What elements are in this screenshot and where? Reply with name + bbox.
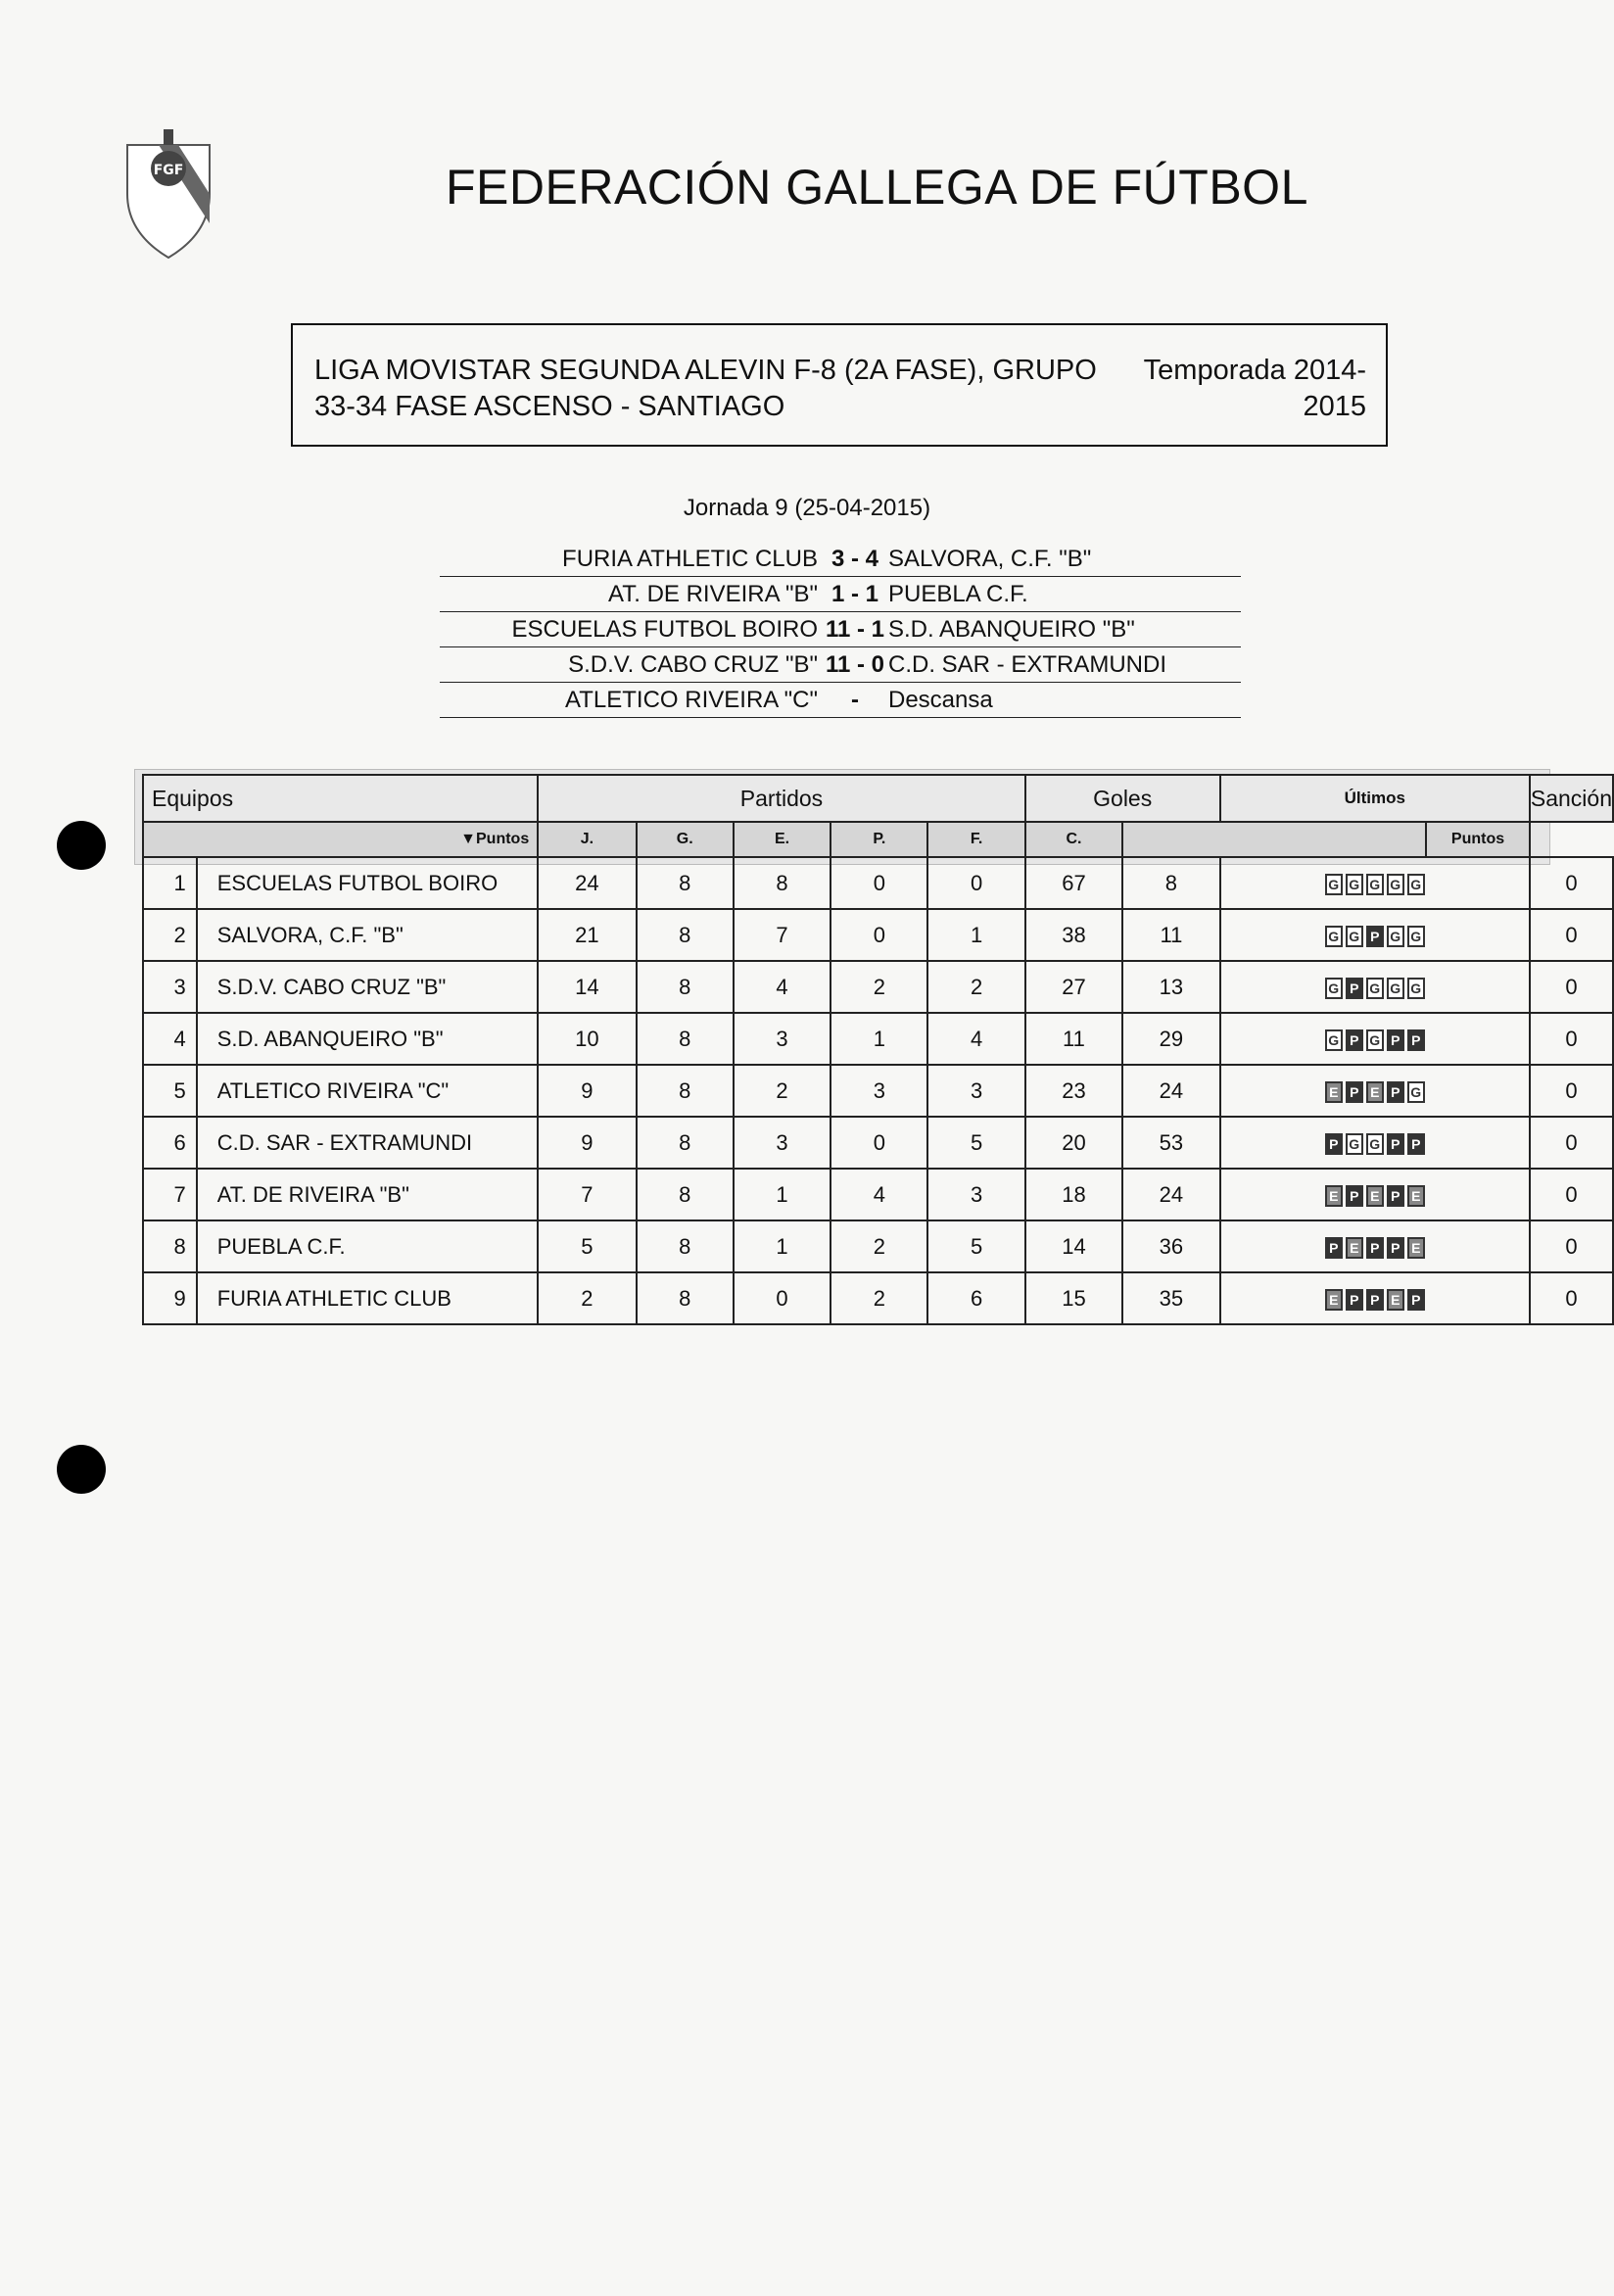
match-score: 11 - 0 (825, 651, 885, 678)
sanction-points-cell: 0 (1530, 1013, 1613, 1065)
recent-form (1325, 978, 1425, 999)
team-name-cell: ESCUELAS FUTBOL BOIRO (197, 857, 538, 909)
table-row (143, 1169, 1613, 1220)
drawn-cell: 2 (831, 1272, 927, 1324)
match-score: - (851, 687, 859, 713)
won-cell: 8 (734, 857, 831, 909)
team-name-cell: AT. DE RIVEIRA "B" (197, 1169, 538, 1220)
team-name-cell: S.D.V. CABO CRUZ "B" (197, 961, 538, 1013)
form-result-badge: P (1387, 1081, 1404, 1103)
form-result-badge: E (1366, 1185, 1384, 1207)
header-j: J. (538, 822, 636, 857)
league-name (314, 353, 1147, 425)
won-cell: 4 (734, 961, 831, 1013)
played-cell: 8 (637, 857, 734, 909)
form-result-badge: G (1407, 874, 1425, 895)
position-cell: 8 (143, 1220, 197, 1272)
form-result-badge: P (1366, 1237, 1384, 1259)
played-cell: 8 (637, 961, 734, 1013)
form-result-badge: E (1325, 1289, 1343, 1311)
match-score: 1 - 1 (831, 581, 879, 607)
drawn-cell: 2 (831, 1220, 927, 1272)
played-cell: 8 (637, 1117, 734, 1169)
position-cell: 5 (143, 1065, 197, 1117)
table-row (143, 1272, 1613, 1324)
lost-cell: 5 (927, 1220, 1024, 1272)
form-result-badge: E (1325, 1185, 1343, 1207)
table-row (143, 1220, 1613, 1272)
team-name-cell: ATLETICO RIVEIRA "C" (197, 1065, 538, 1117)
header-e: E. (734, 822, 831, 857)
drawn-cell: 2 (831, 961, 927, 1013)
goals-for-cell: 27 (1025, 961, 1122, 1013)
played-cell: 8 (637, 1013, 734, 1065)
lost-cell: 4 (927, 1013, 1024, 1065)
position-cell: 3 (143, 961, 197, 1013)
position-cell: 1 (143, 857, 197, 909)
position-cell: 7 (143, 1169, 197, 1220)
goals-against-cell: 11 (1122, 909, 1219, 961)
position-cell: 6 (143, 1117, 197, 1169)
points-cell: 24 (538, 857, 636, 909)
recent-form-cell (1220, 909, 1530, 961)
form-result-badge: E (1407, 1237, 1425, 1259)
team-name-cell: C.D. SAR - EXTRAMUNDI (197, 1117, 538, 1169)
form-result-badge: P (1346, 1081, 1363, 1103)
form-result-badge: G (1387, 874, 1404, 895)
header-f: F. (927, 822, 1024, 857)
points-cell: 14 (538, 961, 636, 1013)
home-team: FURIA ATHLETIC CLUB (562, 546, 818, 572)
form-result-badge: P (1387, 1185, 1404, 1207)
header-equipos: Equipos (143, 775, 538, 822)
form-result-badge: P (1387, 1133, 1404, 1155)
home-team: ESCUELAS FUTBOL BOIRO (511, 616, 818, 643)
lost-cell: 3 (927, 1169, 1024, 1220)
form-result-badge: P (1366, 926, 1384, 947)
drawn-cell: 0 (831, 1117, 927, 1169)
form-result-badge: P (1407, 1029, 1425, 1051)
points-cell: 9 (538, 1065, 636, 1117)
drawn-cell: 1 (831, 1013, 927, 1065)
team-name-cell: FURIA ATHLETIC CLUB (197, 1272, 538, 1324)
sanction-points-cell: 0 (1530, 1272, 1613, 1324)
league-name-line2: 33-34 FASE ASCENSO - SANTIAGO (314, 391, 785, 422)
league-name-line1: LIGA MOVISTAR SEGUNDA ALEVIN F-8 (2A FASE), GRUPO (314, 355, 1097, 386)
recent-form (1325, 926, 1425, 947)
header-ultimos: Últimos (1220, 775, 1530, 822)
goals-against-cell: 53 (1122, 1117, 1219, 1169)
recent-form (1325, 1289, 1425, 1311)
form-result-badge: P (1325, 1133, 1343, 1155)
points-cell: 7 (538, 1169, 636, 1220)
form-result-badge: G (1325, 926, 1343, 947)
position-cell: 9 (143, 1272, 197, 1324)
form-result-badge: E (1407, 1185, 1425, 1207)
form-result-badge: P (1346, 1289, 1363, 1311)
federation-logo-icon (119, 125, 217, 263)
goals-against-cell: 36 (1122, 1220, 1219, 1272)
won-cell: 0 (734, 1272, 831, 1324)
sanction-points-cell: 0 (1530, 961, 1613, 1013)
form-result-badge: G (1407, 1081, 1425, 1103)
form-result-badge: G (1407, 978, 1425, 999)
header-g: G. (637, 822, 734, 857)
away-team: Descansa (888, 687, 993, 713)
lost-cell: 5 (927, 1117, 1024, 1169)
form-result-badge: G (1366, 978, 1384, 999)
match-score: 3 - 4 (831, 546, 879, 572)
header-sancion: Sanción (1530, 775, 1613, 822)
table-row (143, 961, 1613, 1013)
header-sancion-puntos: Puntos (1426, 822, 1530, 857)
won-cell: 3 (734, 1013, 831, 1065)
recent-form-cell (1220, 857, 1530, 909)
recent-form-cell (1220, 1169, 1530, 1220)
played-cell: 8 (637, 1220, 734, 1272)
away-team: C.D. SAR - EXTRAMUNDI (888, 651, 1167, 678)
match-results-list (440, 542, 1241, 718)
goals-for-cell: 20 (1025, 1117, 1122, 1169)
match-row (440, 647, 1241, 683)
header-puntos-sort[interactable]: ▼Puntos (143, 822, 538, 857)
form-result-badge: P (1387, 1237, 1404, 1259)
recent-form-cell (1220, 1065, 1530, 1117)
header-ultimos-blank (1122, 822, 1426, 857)
lost-cell: 3 (927, 1065, 1024, 1117)
form-result-badge: E (1346, 1237, 1363, 1259)
recent-form (1325, 1185, 1425, 1207)
points-cell: 2 (538, 1272, 636, 1324)
form-result-badge: P (1407, 1289, 1425, 1311)
goals-against-cell: 35 (1122, 1272, 1219, 1324)
won-cell: 3 (734, 1117, 831, 1169)
recent-form-cell (1220, 1117, 1530, 1169)
won-cell: 2 (734, 1065, 831, 1117)
sanction-points-cell: 0 (1530, 909, 1613, 961)
recent-form-cell (1220, 961, 1530, 1013)
goals-for-cell: 38 (1025, 909, 1122, 961)
form-result-badge: P (1346, 1185, 1363, 1207)
won-cell: 1 (734, 1220, 831, 1272)
drawn-cell: 0 (831, 909, 927, 961)
team-name-cell: SALVORA, C.F. "B" (197, 909, 538, 961)
season-line1: Temporada 2014- (1143, 355, 1366, 386)
form-result-badge: E (1387, 1289, 1404, 1311)
punch-hole-icon (57, 821, 106, 870)
lost-cell: 2 (927, 961, 1024, 1013)
table-row (143, 1117, 1613, 1169)
form-result-badge: G (1325, 1029, 1343, 1051)
goals-against-cell: 29 (1122, 1013, 1219, 1065)
header-c: C. (1025, 822, 1122, 857)
recent-form (1325, 1237, 1425, 1259)
home-team: S.D.V. CABO CRUZ "B" (568, 651, 818, 678)
goals-against-cell: 24 (1122, 1169, 1219, 1220)
goals-against-cell: 13 (1122, 961, 1219, 1013)
table-row (143, 857, 1613, 909)
match-row (440, 683, 1241, 718)
points-cell: 21 (538, 909, 636, 961)
match-row (440, 577, 1241, 612)
recent-form-cell (1220, 1272, 1530, 1324)
league-info-box (291, 323, 1388, 447)
goals-for-cell: 15 (1025, 1272, 1122, 1324)
form-result-badge: P (1325, 1237, 1343, 1259)
goals-for-cell: 67 (1025, 857, 1122, 909)
recent-form (1325, 1029, 1425, 1051)
form-result-badge: E (1325, 1081, 1343, 1103)
form-result-badge: G (1387, 978, 1404, 999)
sanction-points-cell: 0 (1530, 1117, 1613, 1169)
goals-against-cell: 24 (1122, 1065, 1219, 1117)
team-name-cell: S.D. ABANQUEIRO "B" (197, 1013, 538, 1065)
points-cell: 10 (538, 1013, 636, 1065)
match-row (440, 612, 1241, 647)
match-score: 11 - 1 (825, 616, 885, 643)
played-cell: 8 (637, 909, 734, 961)
svg-text:FGF: FGF (153, 163, 184, 178)
played-cell: 8 (637, 1169, 734, 1220)
away-team: S.D. ABANQUEIRO "B" (888, 616, 1135, 643)
jornada-title: Jornada 9 (25-04-2015) (683, 495, 931, 521)
won-cell: 7 (734, 909, 831, 961)
recent-form (1325, 1081, 1425, 1103)
sanction-points-cell: 0 (1530, 1065, 1613, 1117)
recent-form (1325, 1133, 1425, 1155)
sanction-points-cell: 0 (1530, 1220, 1613, 1272)
federation-title: FEDERACIÓN GALLEGA DE FÚTBOL (446, 160, 1308, 215)
form-result-badge: G (1366, 1029, 1384, 1051)
form-result-badge: P (1346, 1029, 1363, 1051)
standings-body (143, 857, 1613, 1324)
points-cell: 5 (538, 1220, 636, 1272)
recent-form (1325, 874, 1425, 895)
season-label (1112, 353, 1366, 425)
team-name-cell: PUEBLA C.F. (197, 1220, 538, 1272)
form-result-badge: G (1366, 874, 1384, 895)
punch-hole-icon (57, 1445, 106, 1494)
away-team: PUEBLA C.F. (888, 581, 1028, 607)
form-result-badge: G (1366, 1133, 1384, 1155)
home-team: ATLETICO RIVEIRA "C" (565, 687, 818, 713)
standings-table (142, 774, 1614, 1325)
form-result-badge: G (1325, 874, 1343, 895)
table-row (143, 1013, 1613, 1065)
form-result-badge: G (1346, 1133, 1363, 1155)
recent-form-cell (1220, 1220, 1530, 1272)
form-result-badge: P (1387, 1029, 1404, 1051)
goals-against-cell: 8 (1122, 857, 1219, 909)
sanction-points-cell: 0 (1530, 1169, 1613, 1220)
drawn-cell: 3 (831, 1065, 927, 1117)
goals-for-cell: 11 (1025, 1013, 1122, 1065)
form-result-badge: E (1366, 1081, 1384, 1103)
home-team: AT. DE RIVEIRA "B" (608, 581, 818, 607)
points-cell: 9 (538, 1117, 636, 1169)
away-team: SALVORA, C.F. "B" (888, 546, 1092, 572)
match-row (440, 542, 1241, 577)
table-row (143, 1065, 1613, 1117)
header-goles: Goles (1025, 775, 1220, 822)
goals-for-cell: 14 (1025, 1220, 1122, 1272)
form-result-badge: P (1366, 1289, 1384, 1311)
drawn-cell: 4 (831, 1169, 927, 1220)
sanction-points-cell: 0 (1530, 857, 1613, 909)
form-result-badge: P (1346, 978, 1363, 999)
form-result-badge: G (1346, 874, 1363, 895)
lost-cell: 1 (927, 909, 1024, 961)
header-p: P. (831, 822, 927, 857)
lost-cell: 6 (927, 1272, 1024, 1324)
goals-for-cell: 18 (1025, 1169, 1122, 1220)
table-row (143, 909, 1613, 961)
season-line2: 2015 (1303, 391, 1366, 422)
played-cell: 8 (637, 1065, 734, 1117)
form-result-badge: G (1325, 978, 1343, 999)
form-result-badge: G (1346, 926, 1363, 947)
position-cell: 4 (143, 1013, 197, 1065)
recent-form-cell (1220, 1013, 1530, 1065)
form-result-badge: G (1407, 926, 1425, 947)
form-result-badge: G (1387, 926, 1404, 947)
position-cell: 2 (143, 909, 197, 961)
played-cell: 8 (637, 1272, 734, 1324)
form-result-badge: P (1407, 1133, 1425, 1155)
goals-for-cell: 23 (1025, 1065, 1122, 1117)
won-cell: 1 (734, 1169, 831, 1220)
drawn-cell: 0 (831, 857, 927, 909)
header-partidos: Partidos (538, 775, 1025, 822)
lost-cell: 0 (927, 857, 1024, 909)
